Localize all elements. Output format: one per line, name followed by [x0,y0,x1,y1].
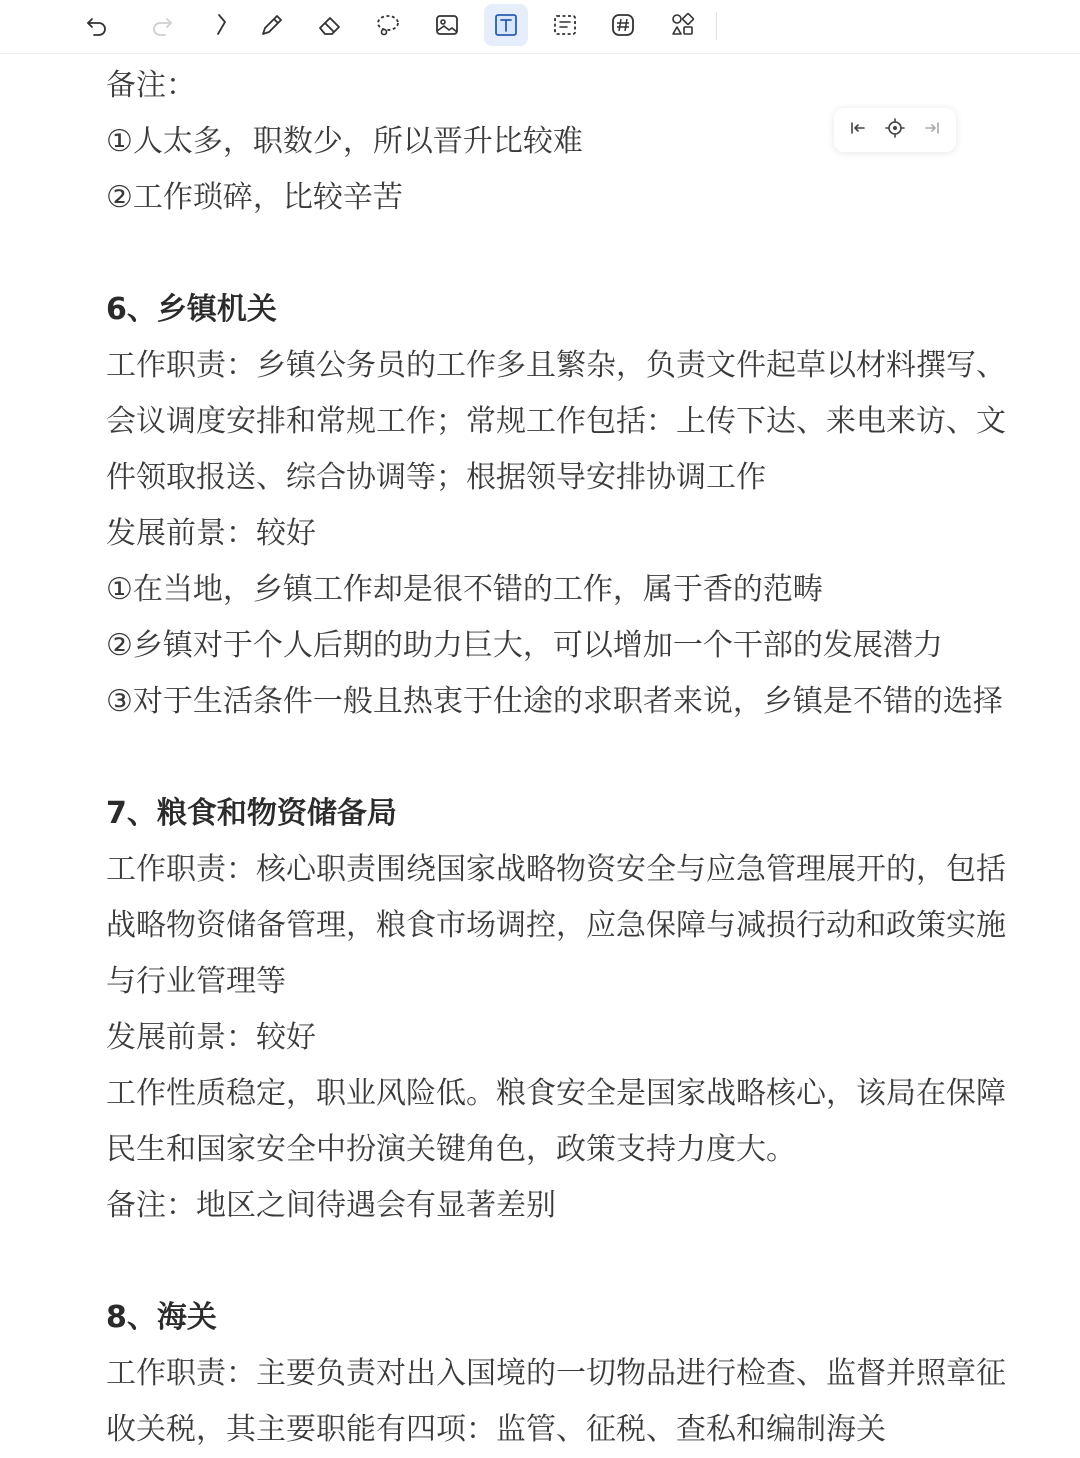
pencil-icon [257,10,287,40]
note-line: 备注：地区之间待遇会有显著差别 [106,1188,556,1223]
lasso-icon [373,10,403,40]
toolbar [0,0,1080,54]
text-box-icon [491,10,521,40]
note-line: ③对于生活条件一般且热衷于仕途的求职者来说，乡镇是不错的选择 [106,684,1003,719]
image-icon [432,10,462,40]
image-button[interactable] [425,4,469,46]
redo-button[interactable] [140,4,184,46]
redo-icon [147,10,177,40]
note-line: 工作职责：乡镇公务员的工作多且繁杂，负责文件起草以材料撰写、会议调度安排和常规工作；常规工作包括：上传下达、来电来访、文件领取报送、综合协调等；根据领导安排协调工作 [106,348,1006,495]
blank-line [106,1234,1006,1290]
blank-line [106,730,1006,786]
note-line: 工作职责：核心职责围绕国家战略物资安全与应急管理展开的，包括战略物资储备管理，粮食市场调控，应急保障与减损行动和政策实施与行业管理等 [106,852,1006,999]
select-box-icon [550,10,580,40]
select-box-button[interactable] [543,4,587,46]
tag-button[interactable] [601,4,645,46]
note-line: 工作职责：主要负责对出入国境的一切物品进行检查、监督并照章征收关税，其主要职能有四项：监管、征税、查私和编制海关 [106,1356,1006,1447]
note-line: 备注： [106,68,196,103]
blank-line [106,226,1006,282]
undo-icon [82,10,112,40]
note-line: ①在当地，乡镇工作却是很不错的工作，属于香的范畴 [106,572,823,607]
note-line: 工作性质稳定，职业风险低。粮食安全是国家战略核心，该局在保障民生和国家安全中扮演关键角色，政策支持力度大。 [106,1076,1006,1167]
section-heading: 7、粮食和物资储备局 [106,796,397,831]
note-line: ①人太多，职数少，所以晋升比较难 [106,124,583,159]
hashtag-icon [608,10,638,40]
lasso-button[interactable] [366,4,410,46]
note-line: 发展前景：较好 [106,516,316,551]
pen-button[interactable] [198,4,242,46]
note-content[interactable] [106,58,1006,1458]
eraser-icon [315,10,345,40]
toolbar-divider [716,12,717,40]
pencil-button[interactable] [250,4,294,46]
shapes-button[interactable] [660,4,704,46]
note-line: ②乡镇对于个人后期的助力巨大，可以增加一个干部的发展潜力 [106,628,943,663]
eraser-button[interactable] [308,4,352,46]
shapes-icon [667,10,697,40]
undo-button[interactable] [75,4,119,46]
section-heading: 8、海关 [106,1300,217,1335]
text-box-button[interactable] [484,4,528,46]
pen-icon [205,10,235,40]
section-heading: 6、乡镇机关 [106,292,277,327]
note-line: 发展前景：较好 [106,1020,316,1055]
note-line: ②工作琐碎，比较辛苦 [106,180,403,215]
